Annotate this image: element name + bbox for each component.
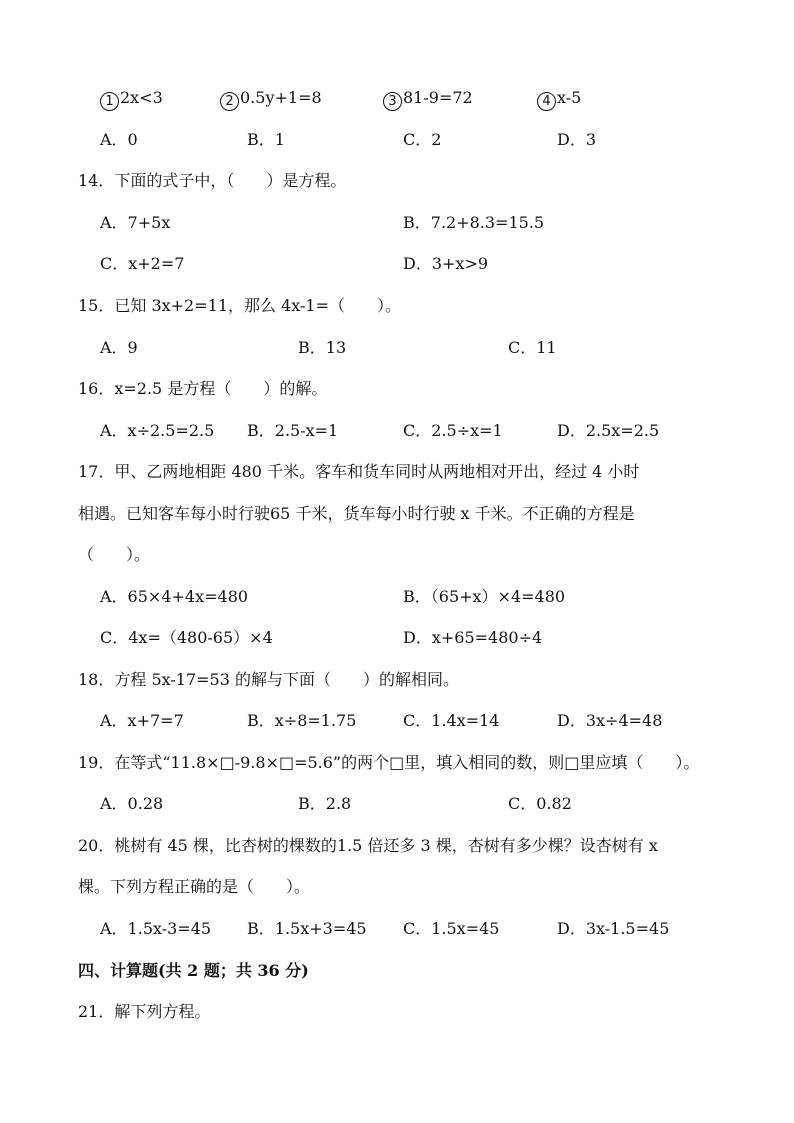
q16-option-d: D．2.5x=2.5 bbox=[557, 421, 660, 440]
q13-item-1: 1 2x<3 bbox=[100, 88, 163, 111]
q14-option-c: C．x+2=7 bbox=[100, 254, 185, 273]
q17-stem-line-2: 相遇。已知客车每小时行驶65 千米，货车每小时行驶 x 千米。不正确的方程是 bbox=[78, 504, 635, 523]
q21-stem: 21．解下列方程。 bbox=[78, 1002, 211, 1021]
q16-option-a: A．x÷2.5=2.5 bbox=[100, 421, 215, 440]
q18-option-b: B．x÷8=1.75 bbox=[247, 711, 357, 730]
q15-option-b: B．13 bbox=[298, 338, 347, 357]
q20-stem-line-2: 棵。下列方程正确的是（ ）。 bbox=[78, 877, 311, 896]
q14-option-d: D．3+x>9 bbox=[403, 254, 489, 273]
q13-item-3: 3 81-9=72 bbox=[383, 88, 473, 111]
q19-stem: 19．在等式“11.8×□-9.8×□=5.6”的两个□里，填入相同的数，则□里应填（ ）。 bbox=[78, 753, 700, 772]
q13-item-2: 2 0.5y+1=8 bbox=[220, 88, 322, 111]
q20-option-a: A．1.5x-3=45 bbox=[100, 919, 212, 938]
q17-option-c: C．4x=（480-65）×4 bbox=[100, 628, 273, 647]
circled-number: 4 bbox=[537, 92, 556, 111]
q16-stem: 16．x=2.5 是方程（ ）的解。 bbox=[78, 379, 328, 398]
q17-option-a: A．65×4+4x=480 bbox=[100, 587, 249, 606]
circled-number: 2 bbox=[220, 92, 239, 111]
q20-option-c: C．1.5x=45 bbox=[403, 919, 500, 938]
q17-option-b: B．（65+x）×4=480 bbox=[403, 587, 566, 606]
q18-stem: 18．方程 5x-17=53 的解与下面（ ）的解相同。 bbox=[78, 670, 459, 689]
q13-option-d: D．3 bbox=[557, 130, 597, 149]
circled-number: 1 bbox=[100, 92, 119, 111]
q16-option-b: B．2.5-x=1 bbox=[247, 421, 339, 440]
q18-option-c: C．1.4x=14 bbox=[403, 711, 500, 730]
circled-number: 3 bbox=[383, 92, 402, 111]
q16-option-c: C．2.5÷x=1 bbox=[403, 421, 503, 440]
q19-option-c: C．0.82 bbox=[508, 794, 572, 813]
q15-option-c: C．11 bbox=[508, 338, 557, 357]
q14-stem: 14．下面的式子中，（ ）是方程。 bbox=[78, 171, 347, 190]
q14-option-a: A．7+5x bbox=[100, 213, 171, 232]
q20-option-b: B．1.5x+3=45 bbox=[247, 919, 367, 938]
q13-item-4: 4 x-5 bbox=[537, 88, 581, 111]
q19-option-a: A．0.28 bbox=[100, 794, 164, 813]
q13-option-b: B．1 bbox=[247, 130, 285, 149]
q19-option-b: B．2.8 bbox=[298, 794, 352, 813]
q17-stem-line-3: （ ）。 bbox=[78, 545, 151, 564]
q20-option-d: D．3x-1.5=45 bbox=[557, 919, 670, 938]
q18-option-d: D．3x÷4=48 bbox=[557, 711, 663, 730]
q15-option-a: A．9 bbox=[100, 338, 138, 357]
q13-option-a: A．0 bbox=[100, 130, 138, 149]
q13-option-c: C．2 bbox=[403, 130, 442, 149]
q15-stem: 15．已知 3x+2=11，那么 4x-1=（ ）。 bbox=[78, 296, 402, 315]
q20-stem-line-1: 20．桃树有 45 棵，比杏树的棵数的1.5 倍还多 3 棵，杏树有多少棵？设杏树有 x bbox=[78, 836, 658, 855]
section-heading: 四、计算题(共 2 题；共 36 分) bbox=[78, 961, 309, 980]
q17-option-d: D．x+65=480÷4 bbox=[403, 628, 543, 647]
q17-stem-line-1: 17．甲、乙两地相距 480 千米。客车和货车同时从两地相对开出，经过 4 小时 bbox=[78, 462, 640, 481]
q14-option-b: B．7.2+8.3=15.5 bbox=[403, 213, 545, 232]
q18-option-a: A．x+7=7 bbox=[100, 711, 184, 730]
